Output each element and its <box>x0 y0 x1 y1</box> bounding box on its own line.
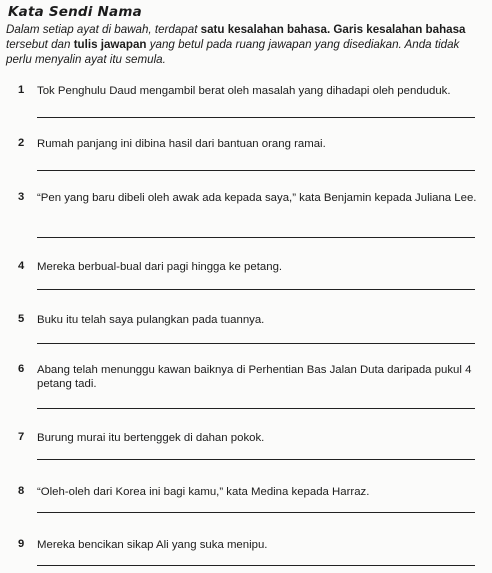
answer-line[interactable] <box>37 343 475 344</box>
question-number: 2 <box>18 137 25 149</box>
answer-line[interactable] <box>37 408 475 409</box>
question-number: 6 <box>18 363 25 375</box>
instructions-part-2: tersebut dan <box>6 38 74 51</box>
question-number: 5 <box>18 313 25 325</box>
question-number: 3 <box>18 191 25 203</box>
answer-line[interactable] <box>37 459 475 460</box>
question-text: Mereka bencikan sikap Ali yang suka menipu. <box>37 539 268 551</box>
instructions-part-3: yang betul pada ruang jawapan yang disediakan. Anda tidak perlu menyalin ayat itu semula. <box>6 38 460 66</box>
question-text: Burung murai itu bertenggek di dahan pokok. <box>37 432 265 444</box>
instructions-bold-2: tulis jawapan <box>73 38 147 51</box>
answer-line[interactable] <box>37 117 475 118</box>
question-number: 8 <box>18 485 25 497</box>
answer-line[interactable] <box>37 289 475 290</box>
instructions-part-1: Dalam setiap ayat di bawah, terdapat <box>6 23 201 36</box>
answer-line[interactable] <box>37 565 475 566</box>
question-text: Mereka berbual-bual dari pagi hingga ke petang. <box>37 261 283 273</box>
instructions <box>6 22 488 67</box>
answer-line[interactable] <box>37 237 475 238</box>
question-number: 1 <box>18 84 25 96</box>
question-text: Abang telah menunggu kawan baiknya di Perhentian Bas Jalan Duta daripada pukul 4 petang tadi. <box>37 364 472 390</box>
question-text: Buku itu telah saya pulangkan pada tuannya. <box>37 314 265 326</box>
question-text: Tok Penghulu Daud mengambil berat oleh masalah yang dihadapi oleh penduduk. <box>37 85 451 97</box>
question-text: “Pen yang baru dibeli oleh awak ada kepada saya,” kata Benjamin kepada Juliana Lee. <box>37 192 477 204</box>
question-text: Rumah panjang ini dibina hasil dari bantuan orang ramai. <box>37 138 326 150</box>
answer-line[interactable] <box>37 512 475 513</box>
question-number: 9 <box>18 538 25 550</box>
question-number: 7 <box>18 431 25 443</box>
section-title: Kata Sendi Nama <box>8 4 142 20</box>
instructions-bold-1: satu kesalahan bahasa. Garis kesalahan bahasa <box>200 23 466 36</box>
question-number: 4 <box>18 260 25 272</box>
question-text: “Oleh-oleh dari Korea ini bagi kamu,” kata Medina kepada Harraz. <box>37 486 370 498</box>
answer-line[interactable] <box>37 170 475 171</box>
